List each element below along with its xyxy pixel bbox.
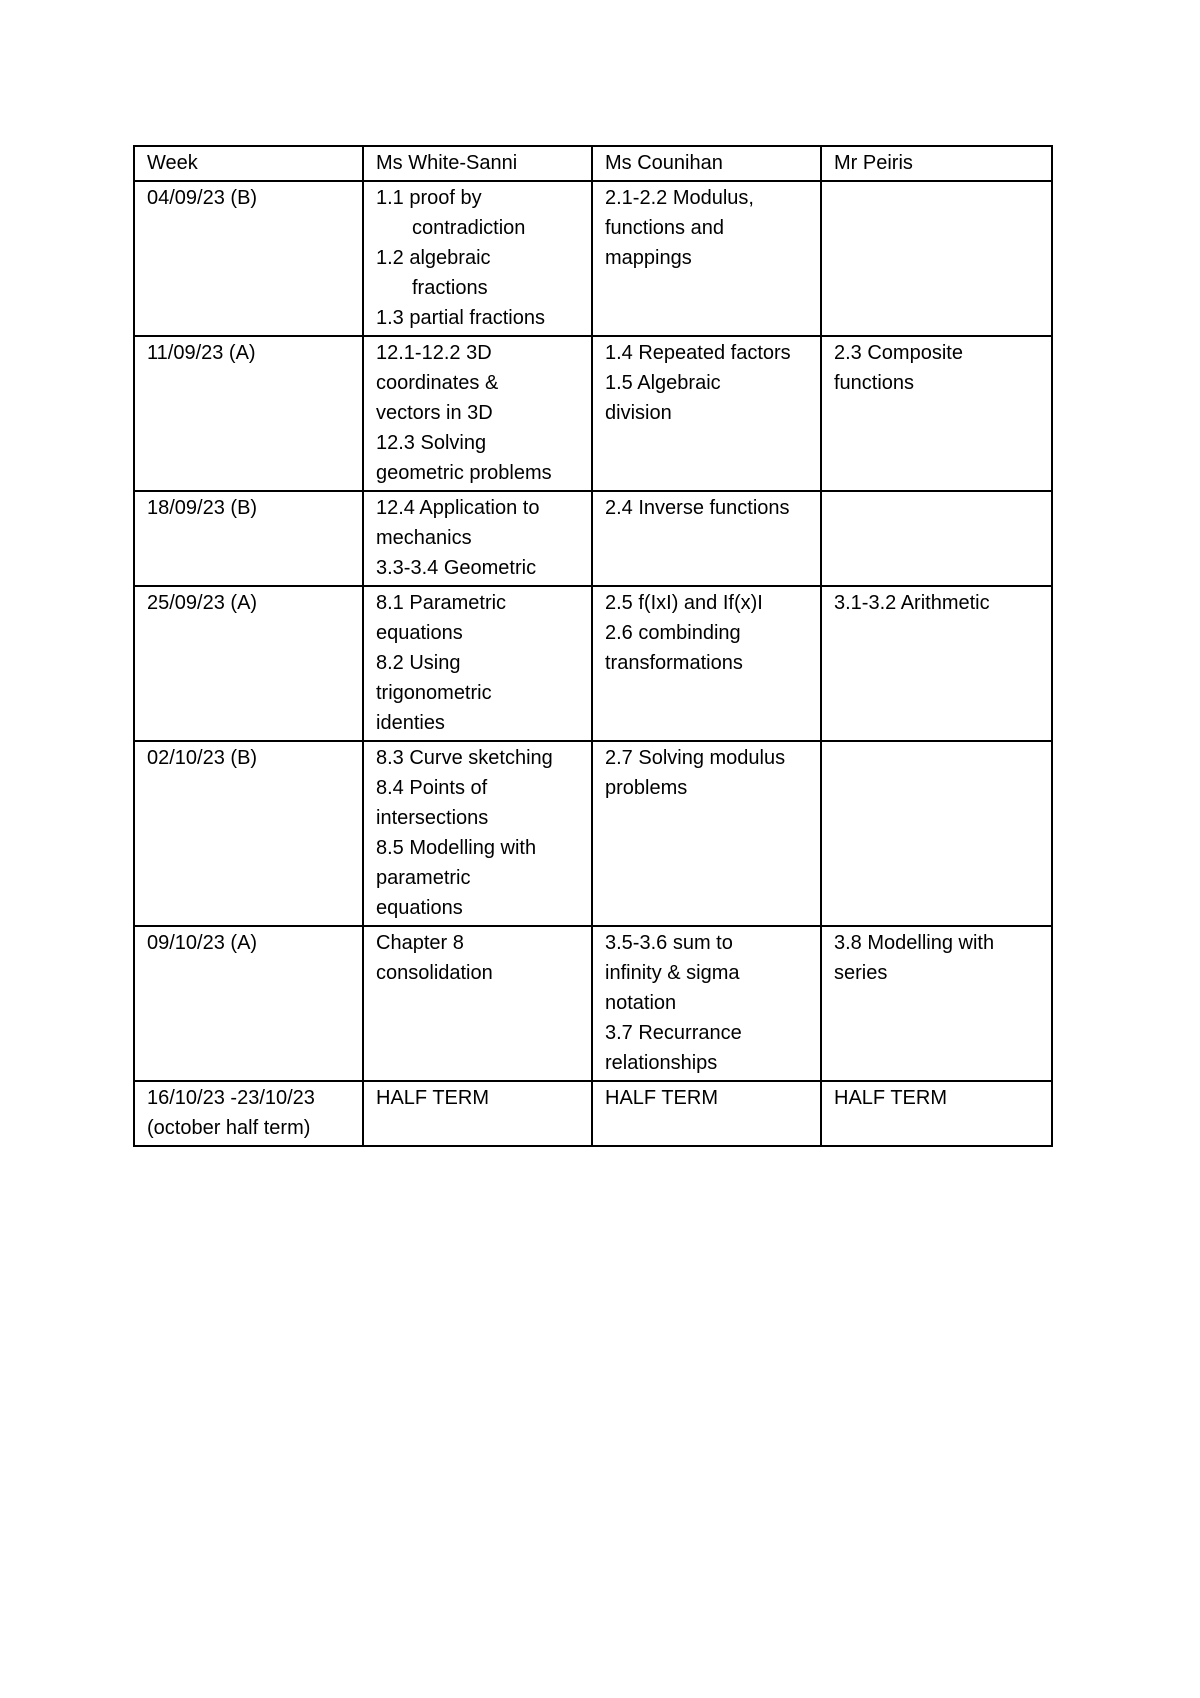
cell-line: contradiction [412, 217, 526, 239]
cell-line: transformations [605, 652, 743, 674]
peiris-cell [821, 1081, 1052, 1146]
cell-line: 1.3 partial fractions [376, 307, 545, 329]
cell-line: 25/09/23 (A) [147, 592, 258, 614]
cell-line: 8.1 Parametric [376, 592, 507, 614]
cell-line: 2.3 Composite [834, 342, 963, 364]
white-sanni-cell [363, 926, 592, 1081]
counihan-cell [592, 926, 821, 1081]
cell-line: functions [834, 372, 915, 394]
cell-line: identies [376, 712, 445, 734]
cell-line: parametric [376, 867, 471, 889]
cell-line: 3.5-3.6 sum to [605, 932, 733, 954]
cell-line: HALF TERM [605, 1087, 718, 1109]
table-row [134, 491, 1052, 586]
table-row [134, 336, 1052, 491]
counihan-cell [592, 336, 821, 491]
cell-line: division [605, 402, 672, 424]
peiris-cell [821, 491, 1052, 586]
header-row [134, 146, 1052, 181]
white-sanni-cell [363, 336, 592, 491]
cell-line: 1.2 algebraic [376, 247, 491, 269]
cell-line: notation [605, 992, 677, 1014]
header-ms-counihan: Ms Counihan [592, 146, 821, 181]
peiris-cell [821, 586, 1052, 741]
header-ms-white-sanni: Ms White-Sanni [363, 146, 592, 181]
cell-line: 12.1-12.2 3D [376, 342, 492, 364]
counihan-cell [592, 741, 821, 926]
cell-line: HALF TERM [834, 1087, 947, 1109]
white-sanni-cell [363, 181, 592, 336]
cell-line: mappings [605, 247, 692, 269]
table-row [134, 181, 1052, 336]
white-sanni-cell [363, 586, 592, 741]
cell-line: geometric problems [376, 462, 552, 484]
cell-line: HALF TERM [376, 1087, 489, 1109]
white-sanni-cell [363, 491, 592, 586]
cell-line: 3.7 Recurrance [605, 1022, 742, 1044]
cell-line: mechanics [376, 527, 472, 549]
peiris-cell [821, 741, 1052, 926]
week-cell [134, 586, 363, 741]
cell-line: 16/10/23 -23/10/23 [147, 1087, 315, 1109]
cell-line: Chapter 8 [376, 932, 464, 954]
cell-line: 2.4 Inverse functions [605, 497, 790, 519]
week-cell [134, 1081, 363, 1146]
cell-line: functions and [605, 217, 724, 239]
week-cell [134, 491, 363, 586]
cell-line: 1.1 proof by [376, 187, 482, 209]
cell-line: problems [605, 777, 688, 799]
counihan-cell [592, 1081, 821, 1146]
teaching-schedule-table [133, 145, 1053, 1147]
peiris-cell [821, 181, 1052, 336]
cell-line: 8.3 Curve sketching [376, 747, 553, 769]
week-cell [134, 926, 363, 1081]
cell-line: (october half term) [147, 1117, 311, 1139]
cell-line: 2.6 combinding [605, 622, 741, 644]
cell-line: 02/10/23 (B) [147, 747, 258, 769]
week-cell [134, 181, 363, 336]
cell-line: 1.4 Repeated factors [605, 342, 791, 364]
counihan-cell [592, 586, 821, 741]
table-row [134, 586, 1052, 741]
cell-line: 2.7 Solving modulus [605, 747, 786, 769]
cell-line: 8.4 Points of [376, 777, 488, 799]
white-sanni-cell [363, 1081, 592, 1146]
table-row [134, 1081, 1052, 1146]
cell-line: relationships [605, 1052, 718, 1074]
cell-line: 8.2 Using [376, 652, 461, 674]
cell-line: equations [376, 622, 463, 644]
cell-line: fractions [412, 277, 488, 299]
week-cell [134, 741, 363, 926]
counihan-cell [592, 181, 821, 336]
cell-line: 2.1-2.2 Modulus, [605, 187, 754, 209]
cell-line: coordinates & [376, 372, 499, 394]
cell-line: equations [376, 897, 463, 919]
table-row [134, 741, 1052, 926]
cell-line: 12.4 Application to [376, 497, 540, 519]
cell-line: 3.3-3.4 Geometric [376, 557, 537, 579]
header-week: Week [134, 146, 363, 181]
white-sanni-cell [363, 741, 592, 926]
cell-line: 2.5 f(IxI) and If(x)I [605, 592, 763, 614]
cell-line: 18/09/23 (B) [147, 497, 258, 519]
cell-line: 11/09/23 (A) [147, 342, 256, 364]
table-row [134, 926, 1052, 1081]
peiris-cell [821, 926, 1052, 1081]
cell-line: 09/10/23 (A) [147, 932, 258, 954]
cell-line: trigonometric [376, 682, 492, 704]
peiris-cell [821, 336, 1052, 491]
cell-line: 3.1-3.2 Arithmetic [834, 592, 990, 614]
cell-line: 12.3 Solving [376, 432, 487, 454]
cell-line: 3.8 Modelling with [834, 932, 995, 954]
week-cell [134, 336, 363, 491]
cell-line: consolidation [376, 962, 493, 984]
counihan-cell [592, 491, 821, 586]
cell-line: intersections [376, 807, 489, 829]
cell-line: 04/09/23 (B) [147, 187, 258, 209]
cell-line: infinity & sigma [605, 962, 740, 984]
cell-line: 1.5 Algebraic [605, 372, 721, 394]
cell-line: vectors in 3D [376, 402, 493, 424]
header-mr-peiris: Mr Peiris [821, 146, 1052, 181]
cell-line: 8.5 Modelling with [376, 837, 537, 859]
cell-line: series [834, 962, 888, 984]
